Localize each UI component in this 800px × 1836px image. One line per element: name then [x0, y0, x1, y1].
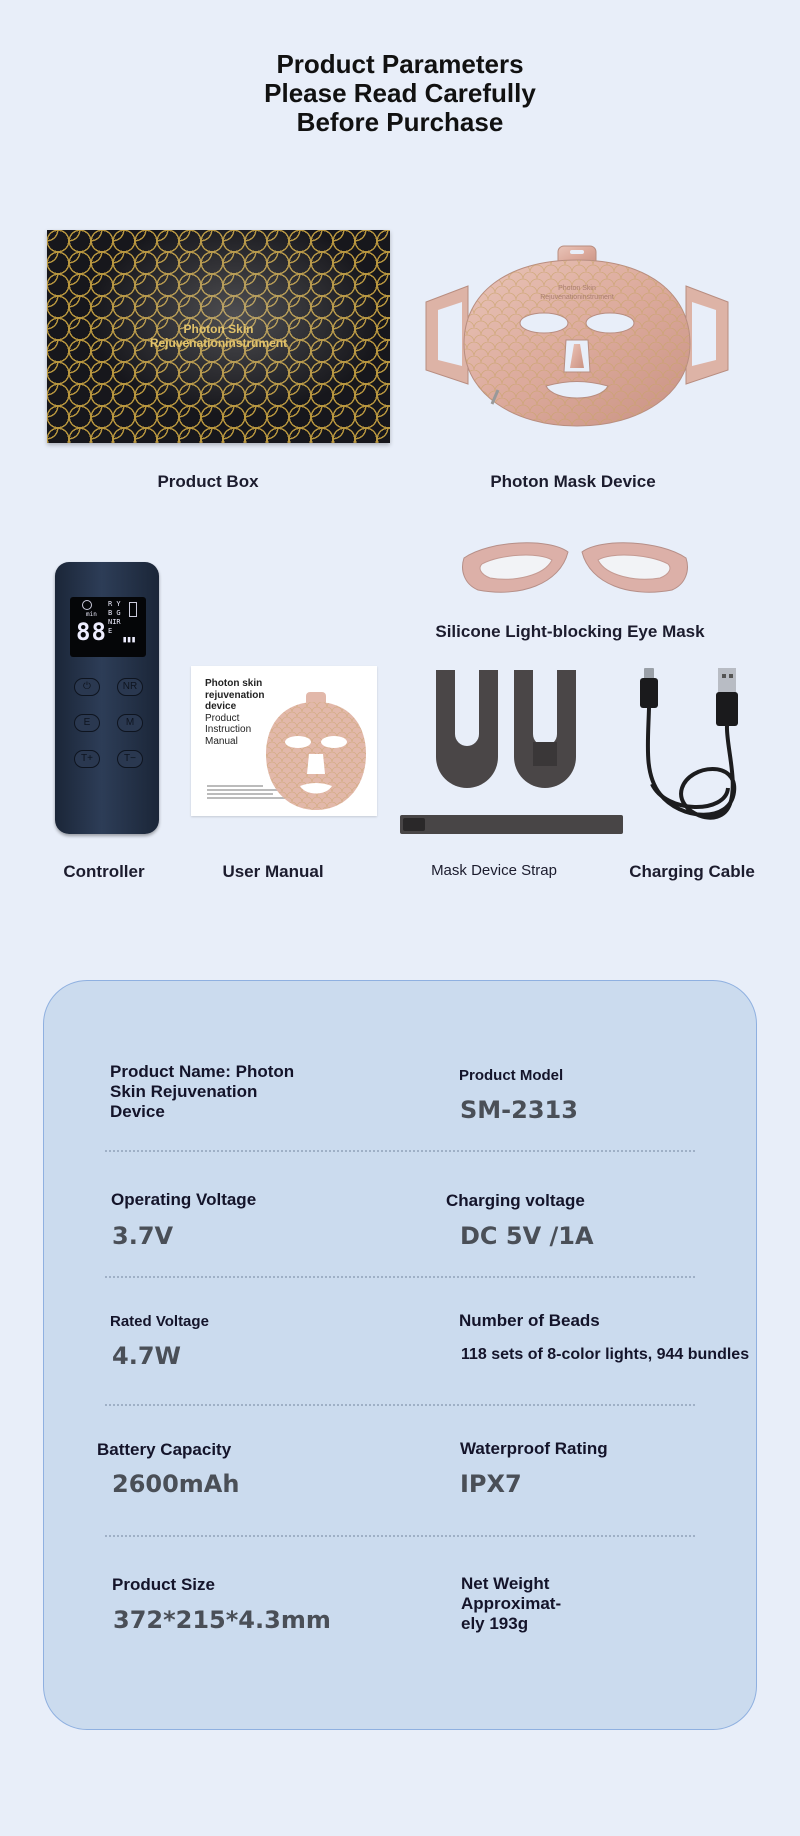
- net-weight-label: [461, 1574, 581, 1634]
- user-manual-caption: User Manual: [222, 862, 324, 881]
- screen-letters-3: NIR: [108, 618, 121, 626]
- product-box-print: [47, 322, 390, 350]
- nir-button[interactable]: NR: [117, 678, 143, 696]
- product-name-line-3: Device: [110, 1102, 165, 1121]
- charging-voltage-value: DC 5V /1A: [460, 1222, 594, 1250]
- spec-divider-1: [105, 1150, 695, 1152]
- product-name-line-2: Skin Rejuvenation: [110, 1082, 258, 1101]
- spec-divider-3: [105, 1404, 695, 1406]
- operating-voltage-value: 3.7V: [112, 1222, 174, 1250]
- spec-divider-2: [105, 1276, 695, 1278]
- controller-screen: [70, 597, 146, 657]
- manual-mask-illustration: [262, 692, 370, 812]
- waterproof-rating-value: IPX7: [460, 1470, 522, 1498]
- number-of-beads-label: Number of Beads: [459, 1311, 600, 1330]
- screen-letters: [108, 600, 121, 636]
- power-button[interactable]: ⏻: [74, 678, 100, 696]
- manual-line-6: Manual: [205, 735, 238, 747]
- manual-line-2: rejuvenation: [205, 689, 265, 701]
- manual-line-5: Instruction: [205, 724, 252, 735]
- signal-icon: ▮▮▮: [122, 635, 136, 645]
- charging-voltage-label: Charging voltage: [446, 1191, 585, 1210]
- title-line-2: Please Read Carefully: [264, 78, 536, 108]
- waterproof-rating-label: Waterproof Rating: [460, 1439, 608, 1458]
- timer-icon: [82, 600, 92, 610]
- net-weight-line-1: Net Weight: [461, 1574, 550, 1593]
- strap-buckle: [533, 742, 557, 766]
- screen-letters-4: E: [108, 627, 113, 635]
- rated-voltage-value: 4.7W: [112, 1342, 181, 1370]
- net-weight-line-2: Approximat-: [461, 1594, 562, 1613]
- manual-line-4: Product: [205, 712, 240, 724]
- screen-digits: 88: [76, 618, 107, 646]
- m-button[interactable]: M: [117, 714, 143, 732]
- mask-print-line-2: Rejuvenationinstrument: [540, 294, 614, 301]
- charging-cable-caption: Charging Cable: [629, 862, 755, 881]
- battery-capacity-value: 2600mAh: [112, 1470, 240, 1498]
- photon-mask-caption: Photon Mask Device: [490, 472, 656, 491]
- operating-voltage-label: Operating Voltage: [111, 1190, 257, 1209]
- product-model-value: SM-2313: [460, 1096, 578, 1124]
- product-name-line-1: Product Name: Photon: [110, 1062, 295, 1081]
- photon-mask-image: [418, 244, 736, 430]
- screen-unit: min: [86, 611, 97, 618]
- strap-band: [400, 815, 623, 834]
- strap-piece-right: [514, 670, 576, 788]
- box-print-line-1: Photon Skin: [183, 322, 254, 336]
- manual-line-1: Photon skin: [205, 678, 263, 689]
- title-line-1: Product Parameters: [276, 49, 524, 79]
- controller-caption: Controller: [63, 862, 145, 881]
- page-title: [0, 50, 800, 137]
- box-print-line-2: Rejuvenationinstrument: [149, 336, 288, 350]
- rated-voltage-label: Rated Voltage: [110, 1313, 209, 1330]
- charging-cable-image: [630, 664, 750, 844]
- strap-band-tip: [403, 818, 425, 831]
- screen-letters-2: B G: [108, 609, 121, 617]
- product-box-caption: Product Box: [157, 472, 259, 491]
- battery-icon: [129, 602, 137, 617]
- battery-capacity-label: Battery Capacity: [97, 1440, 232, 1459]
- net-weight-line-3: ely 193g: [461, 1614, 529, 1633]
- spec-divider-4: [105, 1535, 695, 1537]
- mask-print-line-1: Photon Skin: [558, 285, 596, 292]
- e-button[interactable]: E: [74, 714, 100, 732]
- product-model-label: Product Model: [459, 1067, 564, 1084]
- eye-mask-image: [460, 538, 690, 602]
- title-line-3: Before Purchase: [296, 107, 504, 137]
- eye-mask-caption: Silicone Light-blocking Eye Mask: [435, 622, 705, 641]
- product-size-label: Product Size: [112, 1575, 215, 1594]
- time-up-button[interactable]: T+: [74, 750, 100, 768]
- strap-piece-left: [436, 670, 498, 788]
- strap-caption: Mask Device Strap: [431, 862, 557, 879]
- manual-line-3: device: [205, 701, 237, 712]
- time-down-button[interactable]: T−: [117, 750, 143, 768]
- product-name-label: [110, 1062, 330, 1122]
- number-of-beads-value: 118 sets of 8-color lights, 944 bundles: [461, 1346, 750, 1363]
- product-size-value: 372*215*4.3mm: [113, 1606, 331, 1634]
- screen-letters-1: R Y: [108, 600, 121, 608]
